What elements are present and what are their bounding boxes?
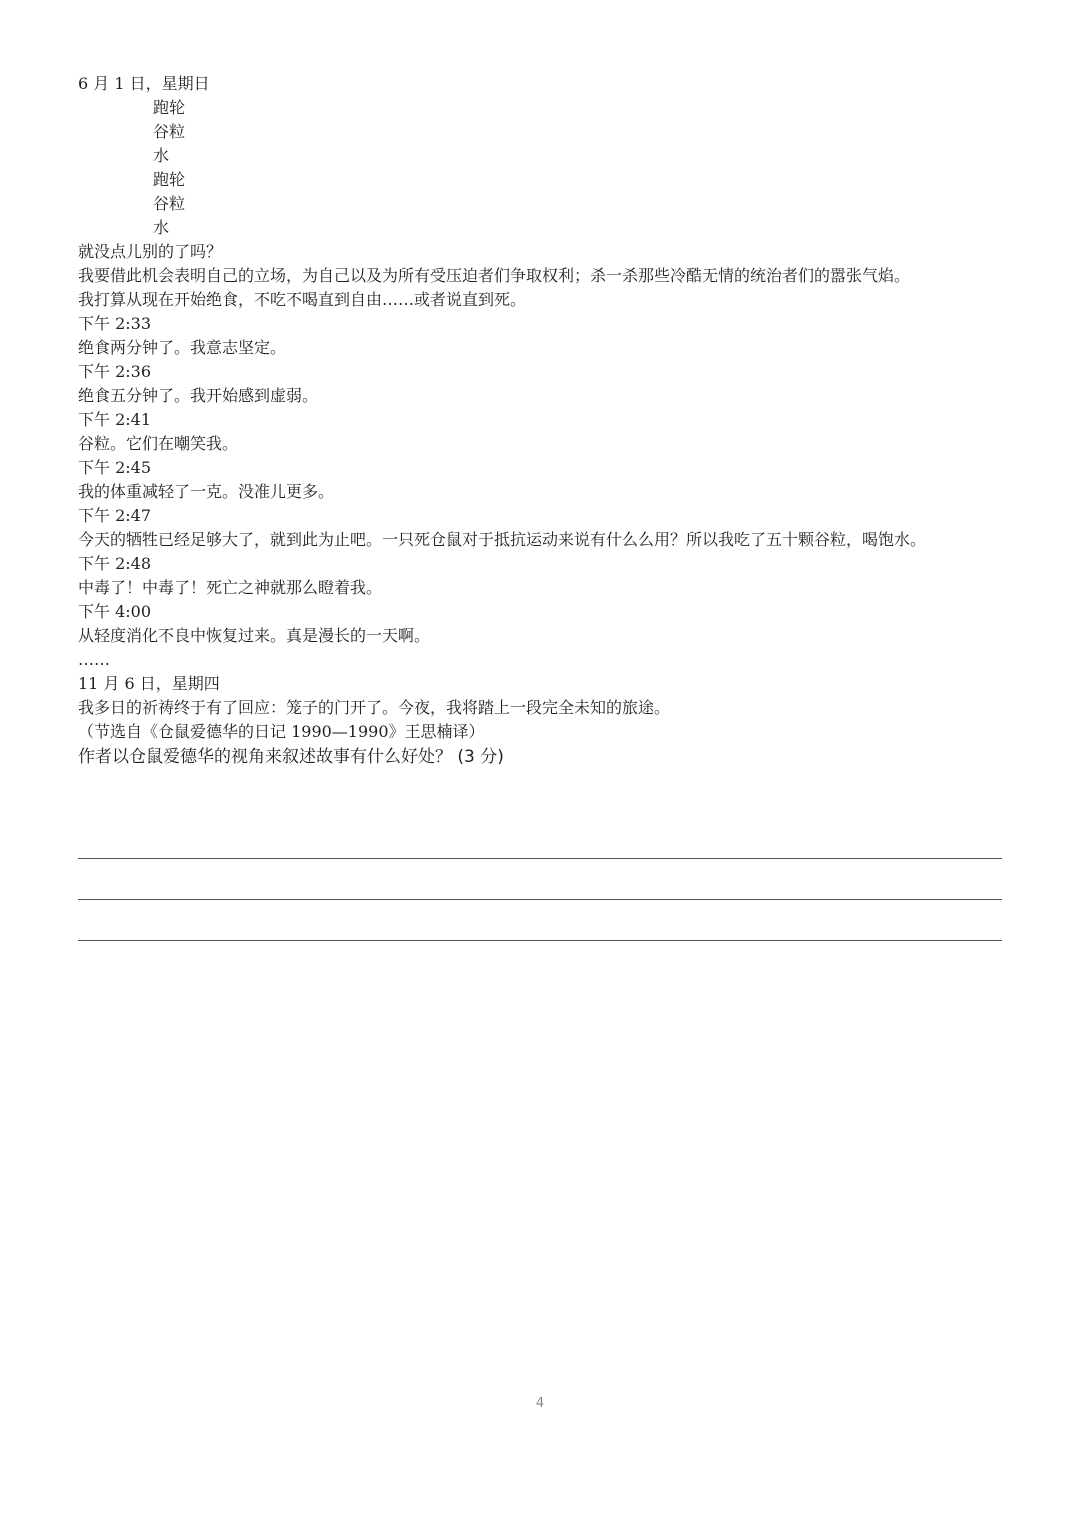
diary-time: 下午 2:45 bbox=[78, 458, 152, 477]
diary-time: 下午 2:48 bbox=[78, 554, 152, 573]
diary-paragraph: 绝食五分钟了。我开始感到虚弱。 bbox=[78, 386, 319, 405]
diary-paragraph: 从轻度消化不良中恢复过来。真是漫长的一天啊。 bbox=[78, 626, 431, 645]
diary-list-item: 水 bbox=[153, 218, 170, 237]
diary-paragraph: 谷粒。它们在嘲笑我。 bbox=[78, 434, 239, 453]
diary-time: 下午 2:36 bbox=[78, 362, 152, 381]
answer-line-3[interactable] bbox=[78, 940, 1002, 941]
diary-time: 下午 2:41 bbox=[78, 410, 152, 429]
diary-paragraph: 我的体重减轻了一克。没准儿更多。 bbox=[78, 482, 335, 501]
source-citation: （节选自《仓鼠爱德华的日记 1990—1990》王思楠译） bbox=[78, 722, 485, 741]
diary-time: 下午 4:00 bbox=[78, 602, 152, 621]
exam-question: 作者以仓鼠爱德华的视角来叙述故事有什么好处？ (3 分) bbox=[78, 747, 504, 767]
diary-paragraph: 就没点儿别的了吗？ bbox=[78, 242, 223, 261]
page-number: 4 bbox=[535, 1396, 545, 1411]
diary-paragraph: 我多日的祈祷终于有了回应：笼子的门开了。今夜，我将踏上一段完全未知的旅途。 bbox=[78, 698, 671, 717]
diary-time: 下午 2:47 bbox=[78, 506, 152, 525]
diary-paragraph: 今天的牺牲已经足够大了，就到此为止吧。一只死仓鼠对于抵抗运动来说有什么么用？所以我吃了五十颗谷粒，喝饱水。 bbox=[78, 530, 927, 549]
diary-date-june-1: 6 月 1 日，星期日 bbox=[78, 74, 210, 93]
diary-paragraph: 中毒了！中毒了！死亡之神就那么瞪着我。 bbox=[78, 578, 383, 597]
diary-date-november-6: 11 月 6 日，星期四 bbox=[78, 674, 220, 693]
diary-list-item: 谷粒 bbox=[153, 122, 186, 141]
diary-list-item: 谷粒 bbox=[153, 194, 186, 213]
answer-line-2[interactable] bbox=[78, 899, 1002, 900]
diary-time: 下午 2:33 bbox=[78, 314, 152, 333]
diary-paragraph: 绝食两分钟了。我意志坚定。 bbox=[78, 338, 287, 357]
diary-paragraph: 我打算从现在开始绝食，不吃不喝直到自由……或者说直到死。 bbox=[78, 290, 527, 309]
diary-excerpt bbox=[78, 72, 1008, 769]
diary-list-item: 跑轮 bbox=[153, 170, 186, 189]
diary-list-item: 跑轮 bbox=[153, 98, 186, 117]
answer-area[interactable] bbox=[78, 858, 1002, 981]
diary-ellipsis: …… bbox=[78, 650, 110, 669]
diary-list-item: 水 bbox=[153, 146, 170, 165]
diary-paragraph: 我要借此机会表明自己的立场，为自己以及为所有受压迫者们争取权利；杀一杀那些冷酷无情的统治者们的嚣张气焰。 bbox=[78, 266, 911, 285]
answer-line-1[interactable] bbox=[78, 858, 1002, 859]
